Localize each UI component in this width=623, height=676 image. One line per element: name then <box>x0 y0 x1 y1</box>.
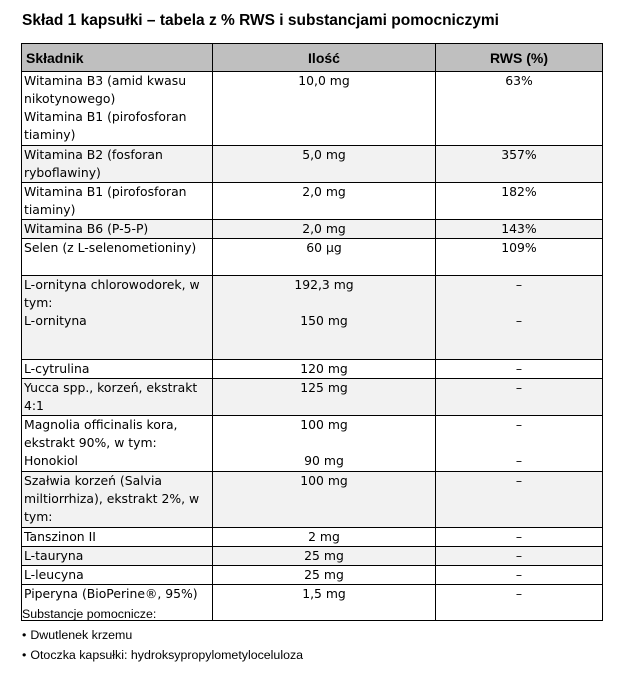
cell-rws <box>436 360 603 379</box>
cell-quantity <box>213 72 436 146</box>
cell-rws <box>436 472 603 528</box>
cell-ingredient <box>22 146 213 183</box>
composition-table <box>21 43 603 621</box>
cell-ingredient-line: Witamina B3 (amid kwasu nikotynowego) <box>24 73 187 106</box>
cell-rws <box>436 239 603 276</box>
table-header-row <box>22 44 603 72</box>
cell-quantity <box>213 239 436 276</box>
cell-quantity <box>213 276 436 360</box>
cell-ingredient <box>22 566 213 585</box>
cell-quantity-line: 1,5 mg <box>302 586 346 601</box>
cell-rws-line: – <box>515 586 523 601</box>
table-row <box>22 416 603 472</box>
bullet: • <box>22 627 27 642</box>
cell-quantity <box>213 379 436 416</box>
cell-rws-line: – <box>515 548 523 563</box>
cell-quantity-line: 25 mg <box>304 548 344 563</box>
cell-rws-line: – <box>515 453 523 468</box>
cell-quantity-line: 125 mg <box>300 380 348 395</box>
table-row <box>22 220 603 239</box>
cell-rws <box>436 416 603 472</box>
table-row <box>22 379 603 416</box>
cell-quantity-line: 25 mg <box>304 567 344 582</box>
cell-rws-line: 182% <box>501 184 537 199</box>
cell-rws <box>436 379 603 416</box>
cell-rws-line: 143% <box>501 221 537 236</box>
cell-ingredient <box>22 183 213 220</box>
cell-rws-line: – <box>515 417 523 432</box>
table-row <box>22 566 603 585</box>
cell-ingredient <box>22 72 213 146</box>
cell-quantity <box>213 528 436 547</box>
cell-rws <box>436 72 603 146</box>
header-quantity: Ilość <box>213 44 436 72</box>
bullet: • <box>22 648 27 662</box>
excipients-section <box>22 604 303 666</box>
cell-quantity <box>213 566 436 585</box>
excipient-item <box>22 625 303 646</box>
cell-rws <box>436 547 603 566</box>
cell-rws-line: – <box>515 361 523 376</box>
cell-ingredient <box>22 416 213 472</box>
cell-ingredient-line: Piperyna (BioPerine®, 95%) <box>24 586 198 601</box>
cell-ingredient-line: Yucca spp., korzeń, ekstrakt 4:1 <box>24 380 198 413</box>
cell-quantity-line: 90 mg <box>304 453 344 468</box>
page-title: Skład 1 kapsułki – tabela z % RWS i substancjami pomocniczymi <box>22 12 499 29</box>
cell-ingredient <box>22 239 213 276</box>
table-row <box>22 146 603 183</box>
cell-ingredient-line: L-tauryna <box>24 548 84 563</box>
cell-ingredient-line: L-leucyna <box>24 567 84 582</box>
cell-rws-line: – <box>515 380 523 395</box>
cell-ingredient-line: Witamina B6 (P-5-P) <box>24 221 149 236</box>
cell-rws-line: – <box>515 277 523 292</box>
cell-quantity-line: 5,0 mg <box>302 147 346 162</box>
cell-quantity-line: 10,0 mg <box>298 73 350 88</box>
cell-quantity-line: 100 mg <box>300 417 348 432</box>
cell-ingredient-line: Witamina B1 (pirofosforan tiaminy) <box>24 109 187 142</box>
cell-rws-line: – <box>515 529 523 544</box>
cell-rws-line: 357% <box>501 147 537 162</box>
cell-quantity-line: 192,3 mg <box>294 277 354 292</box>
cell-ingredient-line: Tanszinon II <box>24 529 96 544</box>
table-row <box>22 360 603 379</box>
cell-rws <box>436 276 603 360</box>
cell-rws-line: – <box>515 567 523 582</box>
cell-quantity-line: 2 mg <box>308 529 340 544</box>
cell-quantity <box>213 360 436 379</box>
cell-quantity-line: 2,0 mg <box>302 184 346 199</box>
table-row <box>22 276 603 360</box>
cell-quantity <box>213 416 436 472</box>
cell-rws-line: – <box>515 313 523 328</box>
cell-ingredient-line: L-cytrulina <box>24 361 90 376</box>
cell-ingredient <box>22 276 213 360</box>
cell-rws <box>436 528 603 547</box>
cell-quantity-line: 2,0 mg <box>302 221 346 236</box>
cell-ingredient-line: Witamina B2 (fosforan ryboflawiny) <box>24 147 163 180</box>
excipient-text: Dwutlenek krzemu <box>30 627 133 642</box>
cell-rws <box>436 220 603 239</box>
cell-quantity <box>213 472 436 528</box>
cell-ingredient <box>22 379 213 416</box>
cell-ingredient <box>22 528 213 547</box>
table-row <box>22 547 603 566</box>
cell-rws <box>436 585 603 621</box>
cell-rws-line: 109% <box>501 240 537 255</box>
cell-rws-line: – <box>515 473 523 488</box>
excipient-text: Otoczka kapsułki: hydroksypropylometyloceluloza <box>30 648 304 662</box>
cell-quantity-line: 60 µg <box>306 240 342 255</box>
cell-ingredient-line: Witamina B1 (pirofosforan tiaminy) <box>24 184 187 217</box>
cell-ingredient <box>22 220 213 239</box>
cell-quantity-line: 150 mg <box>300 313 348 328</box>
cell-ingredient <box>22 547 213 566</box>
cell-ingredient-line: Szałwia korzeń (Salvia miltiorrhiza), ekstrakt 2%, w tym: <box>24 473 200 524</box>
excipient-item <box>22 645 303 666</box>
cell-quantity <box>213 146 436 183</box>
excipients-heading: Substancje pomocnicze: <box>22 607 157 621</box>
cell-ingredient <box>22 472 213 528</box>
cell-ingredient-line: Magnolia officinalis kora, ekstrakt 90%, w tym: <box>24 417 178 450</box>
cell-rws <box>436 146 603 183</box>
cell-quantity-line: 100 mg <box>300 473 348 488</box>
table-row <box>22 239 603 276</box>
cell-quantity <box>213 183 436 220</box>
cell-ingredient-line: Selen (z L-selenometioniny) <box>24 240 197 255</box>
table-row <box>22 183 603 220</box>
cell-ingredient-line: Honokiol <box>24 453 78 468</box>
cell-ingredient-line: L-ornityna <box>24 313 87 328</box>
cell-ingredient <box>22 360 213 379</box>
cell-ingredient-line: L-ornityna chlorowodorek, w tym: <box>24 277 200 310</box>
table-row <box>22 72 603 146</box>
cell-quantity <box>213 547 436 566</box>
cell-quantity <box>213 220 436 239</box>
table-row <box>22 472 603 528</box>
cell-rws <box>436 183 603 220</box>
header-rws: RWS (%) <box>436 44 603 72</box>
header-ingredient: Składnik <box>22 44 213 72</box>
cell-quantity-line: 120 mg <box>300 361 348 376</box>
table-row <box>22 528 603 547</box>
cell-rws-line: 63% <box>505 73 533 88</box>
cell-rws <box>436 566 603 585</box>
